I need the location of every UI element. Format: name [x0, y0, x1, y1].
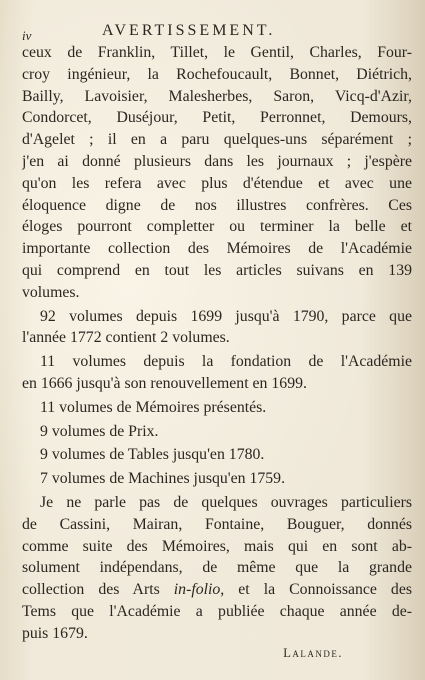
text-line: croy ingénieur, la Rochefoucault, Bonnet, Diétrich, [22, 65, 412, 83]
text-line: j'en ai donné plusieurs dans les journaux ; j'espère [22, 152, 412, 170]
closing-line: de Cassini, Mairan, Fontaine, Bouguer, donnés [22, 515, 412, 533]
page-header [22, 22, 395, 42]
closing-text: , et la Connoissance des [220, 581, 412, 599]
list-item-continuation: l'année 1772 contient 2 volumes. [22, 329, 230, 347]
closing-line: puis 1679. [22, 624, 88, 642]
page-number: iv [22, 28, 32, 43]
closing-line: comme suite des Mémoires, mais qui en sont ab- [22, 537, 412, 555]
closing-line-italic-mixed [22, 579, 412, 601]
list-item: 9 volumes de Prix. [40, 422, 159, 440]
closing-text: collection des Arts [22, 581, 174, 599]
text-line: éloquence digne de nos illustres confrères. Ces [22, 196, 412, 214]
list-item-continuation: en 1666 jusqu'à son renouvellement en 1699. [22, 374, 307, 392]
running-head: AVERTISSEMENT. [102, 22, 276, 39]
text-line: qui comprend en tout les articles suivans en 139 [22, 261, 412, 279]
closing-line: Tems que l'Académie a publiée chaque année de- [22, 602, 412, 620]
list-item: 11 volumes de Mémoires présentés. [40, 398, 267, 416]
list-item: 7 volumes de Machines jusqu'en 1759. [40, 470, 286, 488]
author-signature: Lalande. [283, 646, 343, 660]
text-line: Bailly, Lavoisier, Malesherbes, Saron, Vicq-d'Azir, [22, 87, 412, 105]
list-item: 9 volumes de Tables jusqu'en 1780. [40, 446, 265, 464]
text-line: d'Agelet ; il en a paru quelques-uns séparément ; [22, 131, 412, 149]
closing-line: solument indépendans, de même que la grande [22, 559, 412, 577]
body-text [22, 42, 412, 645]
text-line: Condorcet, Duséjour, Petit, Perronnet, Demours, [22, 109, 412, 127]
text-line: éloges pourront completter ou terminer la belle et [22, 218, 412, 236]
list-item: 11 volumes depuis la fondation de l'Académie [40, 353, 412, 371]
text-line: ceux de Franklin, Tillet, le Gentil, Charles, Four- [22, 44, 412, 61]
list-item: 92 volumes depuis 1699 jusqu'à 1790, parce que [40, 307, 412, 325]
italic-term: in-folio [173, 581, 221, 599]
text-line: importante collection des Mémoires de l'Académie [22, 240, 412, 258]
text-line: qu'on les refera avec plus d'étendue et avec une [22, 174, 412, 192]
text-line: volumes. [22, 283, 80, 301]
closing-line: Je ne parle pas de quelques ouvrages particuliers [40, 493, 412, 511]
